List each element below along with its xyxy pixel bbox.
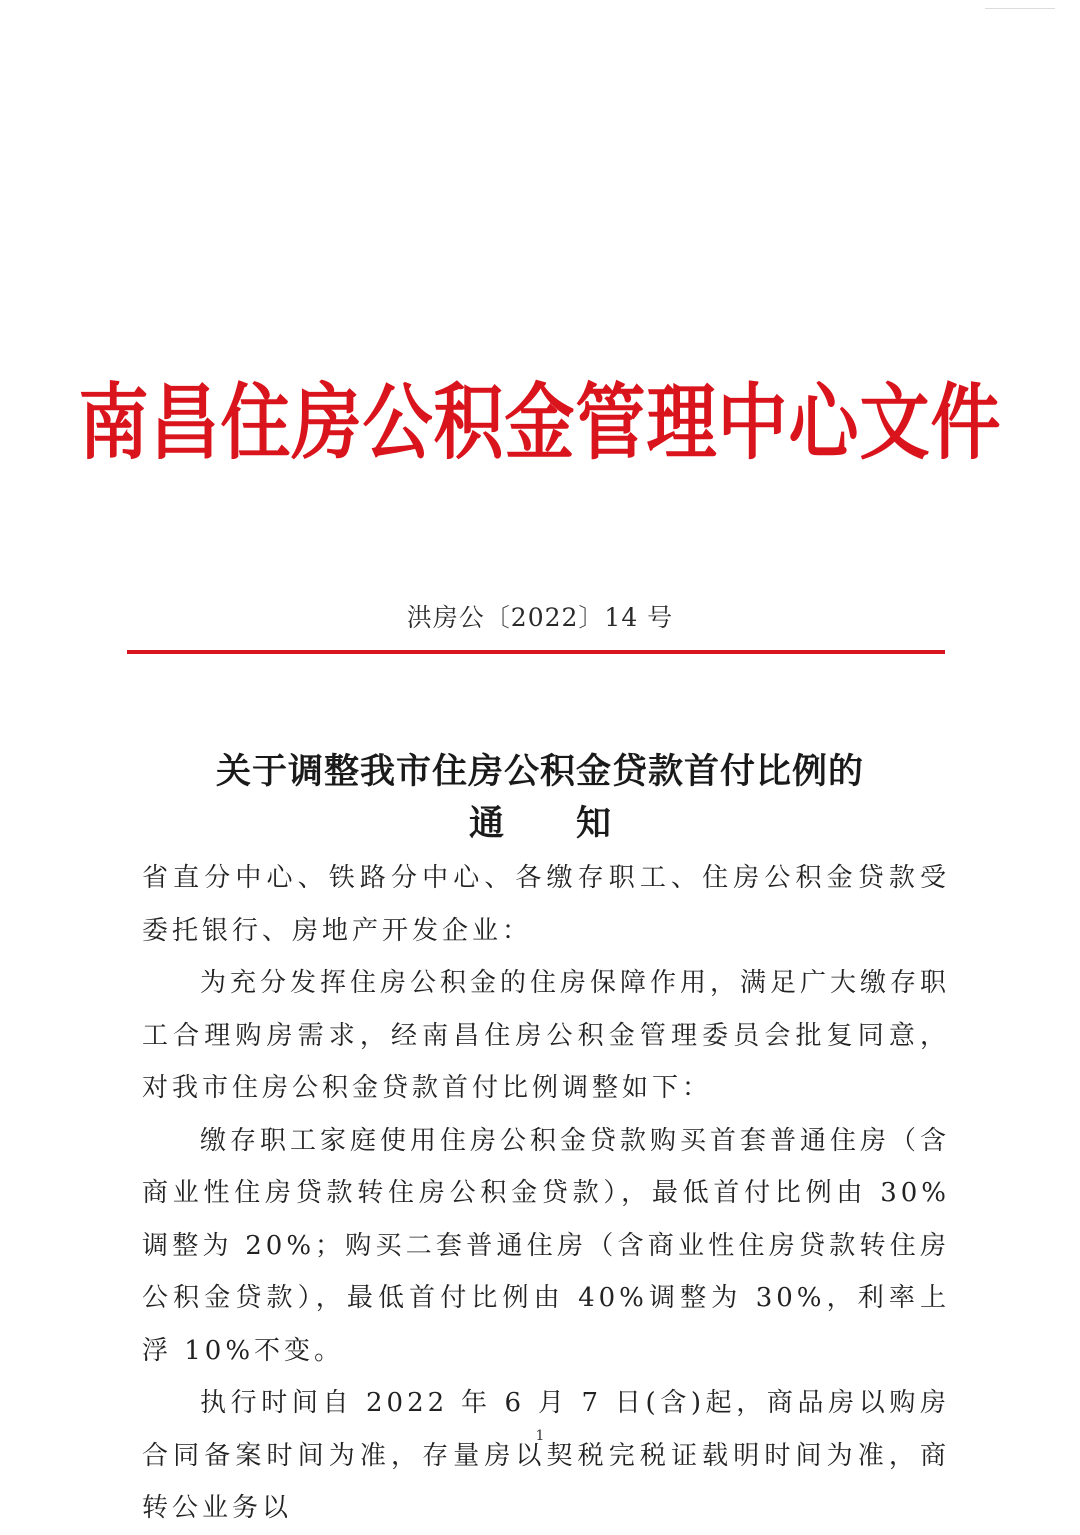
page-number: 1 <box>535 1428 545 1444</box>
body-paragraph-3: 执行时间自 2022 年 6 月 7 日(含)起，商品房以购房合同备案时间为准，存量房以契税完税证载明时间为准，商转公业务以 <box>142 1388 950 1523</box>
body-paragraph-1: 为充分发挥住房公积金的住房保障作用，满足广大缴存职工合理购房需求，经南昌住房公积金管理委员会批复同意，对我市住房公积金贷款首付比例调整如下： <box>142 968 951 1103</box>
scan-edge-mark <box>985 8 1055 9</box>
document-title-line1: 关于调整我市住房公积金贷款首付比例的 <box>215 752 864 792</box>
recipients-paragraph: 省直分中心、铁路分中心、各缴存职工、住房公积金贷款受委托银行、房地产开发企业： <box>142 863 950 946</box>
red-divider-line <box>127 650 945 654</box>
body-paragraph-2: 缴存职工家庭使用住房公积金贷款购买首套普通住房（含商业性住房贷款转住房公积金贷款），最低首付比例由 30%调整为 20%；购买二套普通住房（含商业性住房贷款转住房公积金贷款），最低首付比例由 40%调整为 30%，利率上浮 10%不变。 <box>142 1125 951 1366</box>
document-title-line2: 通知 <box>468 804 683 844</box>
document-number: 洪房公〔2022〕14 号 <box>406 603 674 632</box>
issuer-header: 南昌住房公积金管理中心文件 <box>78 374 1002 472</box>
